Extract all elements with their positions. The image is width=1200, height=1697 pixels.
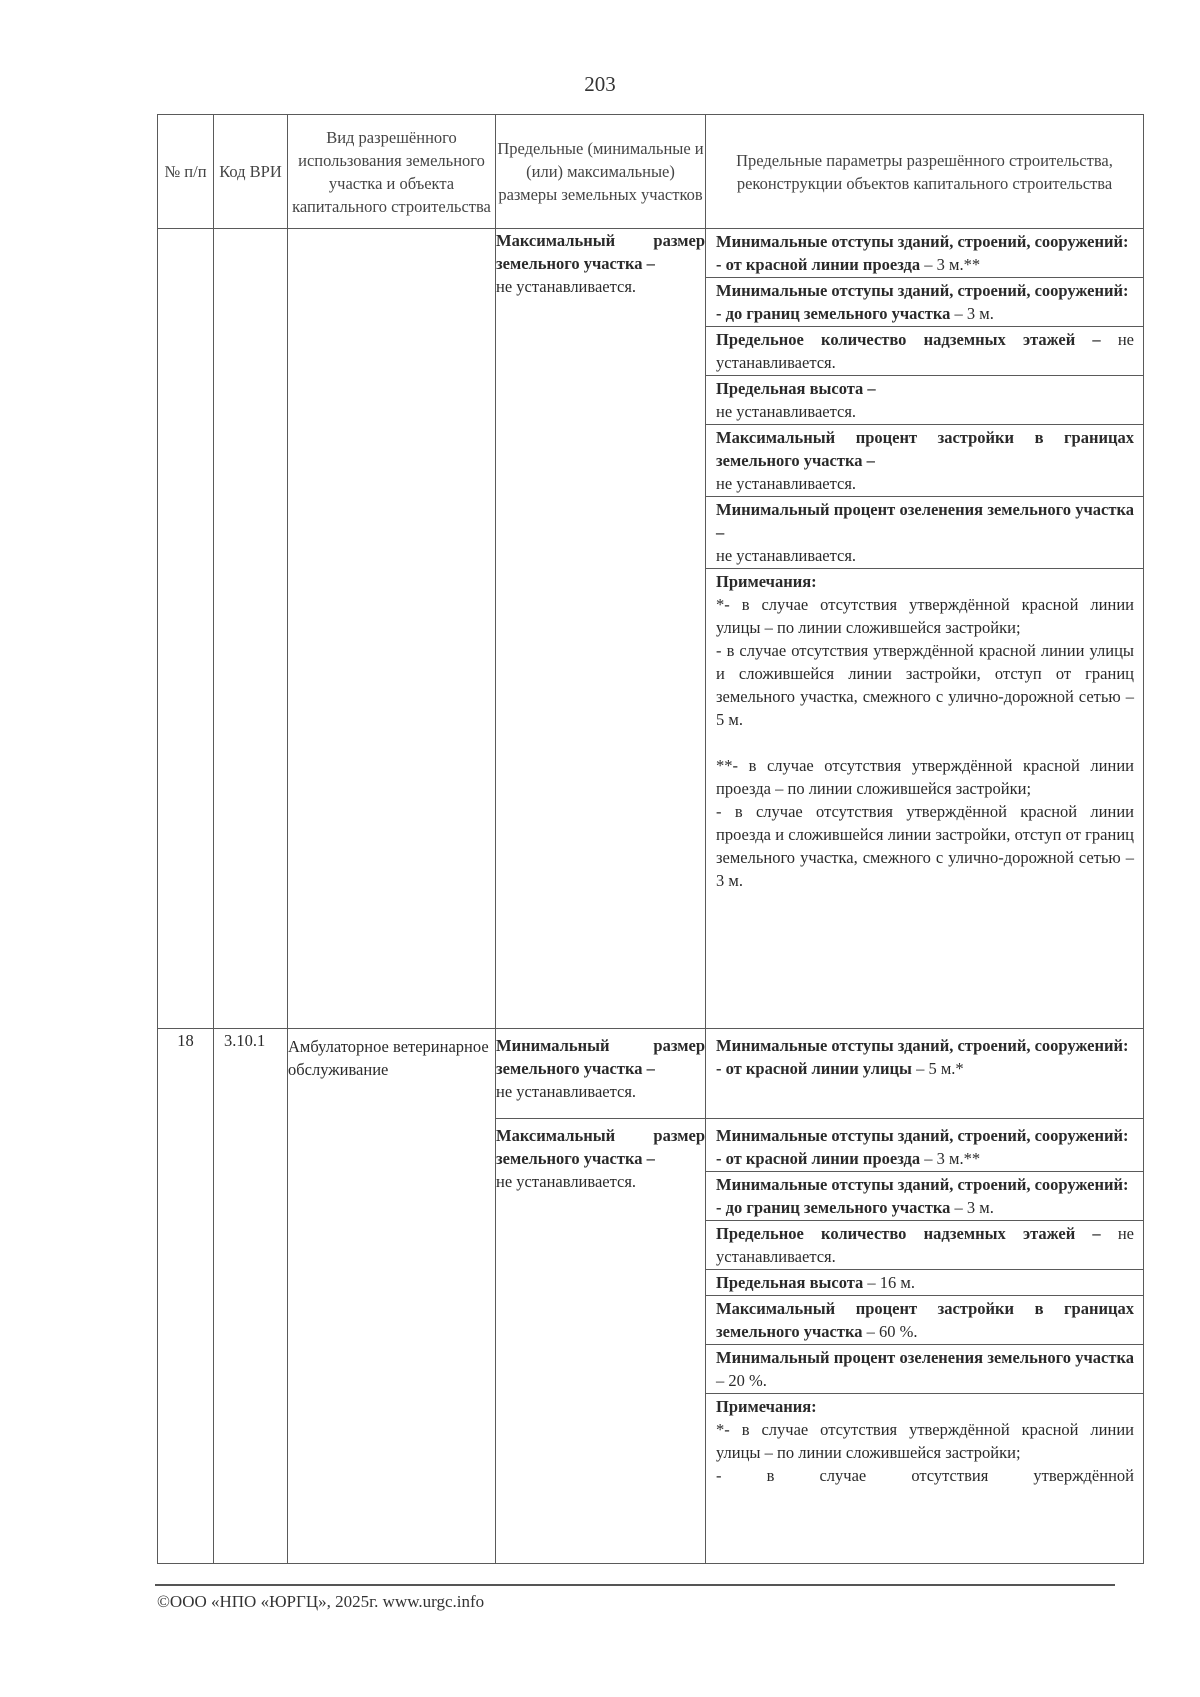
note-item: - в случае отсутствия утверждённой красной линии улицы и сложившейся линии застройки, отступ от границ земельного участка, смежного с улично-дорожной сетью – 5 м. <box>716 641 1134 729</box>
table-row <box>158 229 1144 1029</box>
param-min-greening: Минимальный процент озеленения земельного участка – 20 %. <box>706 1345 1143 1394</box>
page-number: 203 <box>584 72 616 96</box>
header-code: Код ВРИ <box>214 115 288 229</box>
note-item: - в случае отсутствия утверждённой красной линии проезда и сложившейся линии застройки, отступ от границ земельного участка, смежного с улично-дорожной сетью – 3 м. <box>716 802 1134 890</box>
param-height: Предельная высота – 16 м. <box>706 1270 1143 1296</box>
param-max-coverage: Максимальный процент застройки в границах земельного участка – не устанавливается. <box>706 425 1143 497</box>
param-max-coverage: Максимальный процент застройки в границах земельного участка – 60 %. <box>706 1296 1143 1345</box>
param-setback-boundaries: Минимальные отступы зданий, строений, сооружений: - до границ земельного участка – 3 м. <box>706 1172 1143 1221</box>
kind-cell <box>288 229 496 1029</box>
code-cell <box>214 229 288 1029</box>
params-cell <box>706 1119 1144 1564</box>
param-setback-driveway: Минимальные отступы зданий, строений, сооружений: - от красной линии проезда – 3 м.** <box>706 1119 1143 1172</box>
max-size-label: Максимальный размер земельного участка – <box>496 1126 705 1169</box>
notes <box>706 569 1143 892</box>
note-item: *- в случае отсутствия утверждённой красной линии улицы – по линии сложившейся застройки; <box>716 1420 1134 1463</box>
param-height: Предельная высота – не устанавливается. <box>706 376 1143 425</box>
param-setback-street: Минимальные отступы зданий, строений, сооружений: - от красной линии улицы – 5 м.* <box>716 1036 1129 1079</box>
header-kind: Вид разрешённого использования земельного участка и объекта капитального строительства <box>288 115 496 229</box>
row-code: 3.10.1 <box>214 1029 288 1564</box>
footer-copyright: ©ООО «НПО «ЮРГЦ», 2025г. www.urgc.info <box>157 1592 485 1611</box>
max-size-label: Максимальный размер земельного участка – <box>496 231 705 273</box>
max-size-cell <box>496 1119 706 1564</box>
row-number: 18 <box>158 1029 214 1564</box>
regulations-table <box>157 114 1144 1564</box>
min-size-value: не устанавливается. <box>496 1082 637 1102</box>
notes-title: Примечания: <box>716 572 817 591</box>
row-kind: Амбулаторное ветеринарное обслуживание <box>288 1029 496 1564</box>
note-item: *- в случае отсутствия утверждённой красной линии улицы – по линии сложившейся застройки; <box>716 595 1134 637</box>
table-row <box>158 1029 1144 1119</box>
header-num: № п/п <box>158 115 214 229</box>
min-size-label: Минимальный размер земельного участка – <box>496 1036 705 1079</box>
max-size-value: не устанавливается. <box>496 277 637 296</box>
param-setback-boundaries: Минимальные отступы зданий, строений, сооружений: - до границ земельного участка – 3 м. <box>706 278 1143 327</box>
notes-title: Примечания: <box>716 1397 817 1417</box>
notes <box>706 1394 1143 1487</box>
num-cell <box>158 229 214 1029</box>
params-cell <box>706 229 1144 1029</box>
header-sizes: Предельные (минимальные и (или) максимальные) размеры земельных участков <box>496 115 706 229</box>
table-header-row <box>158 115 1144 229</box>
param-min-greening: Минимальный процент озеленения земельного участка – не устанавливается. <box>706 497 1143 569</box>
param-floors: Предельное количество надземных этажей – не устанавливается. <box>706 327 1143 376</box>
min-size-cell <box>496 1029 706 1119</box>
note-item: **- в случае отсутствия утверждённой красной линии проезда – по линии сложившейся застройки; <box>716 756 1134 798</box>
header-params: Предельные параметры разрешённого строительства, реконструкции объектов капитального строительства <box>706 115 1144 229</box>
note-item: - в случае отсутствия утверждённой <box>716 1466 1134 1486</box>
footer-divider <box>155 1584 1115 1586</box>
param-floors: Предельное количество надземных этажей – не устанавливается. <box>706 1221 1143 1270</box>
max-size-cell <box>496 229 706 1029</box>
max-size-value: не устанавливается. <box>496 1172 637 1192</box>
param-setback-driveway: Минимальные отступы зданий, строений, сооружений: - от красной линии проезда – 3 м.** <box>706 229 1143 278</box>
params-cell <box>706 1029 1144 1119</box>
